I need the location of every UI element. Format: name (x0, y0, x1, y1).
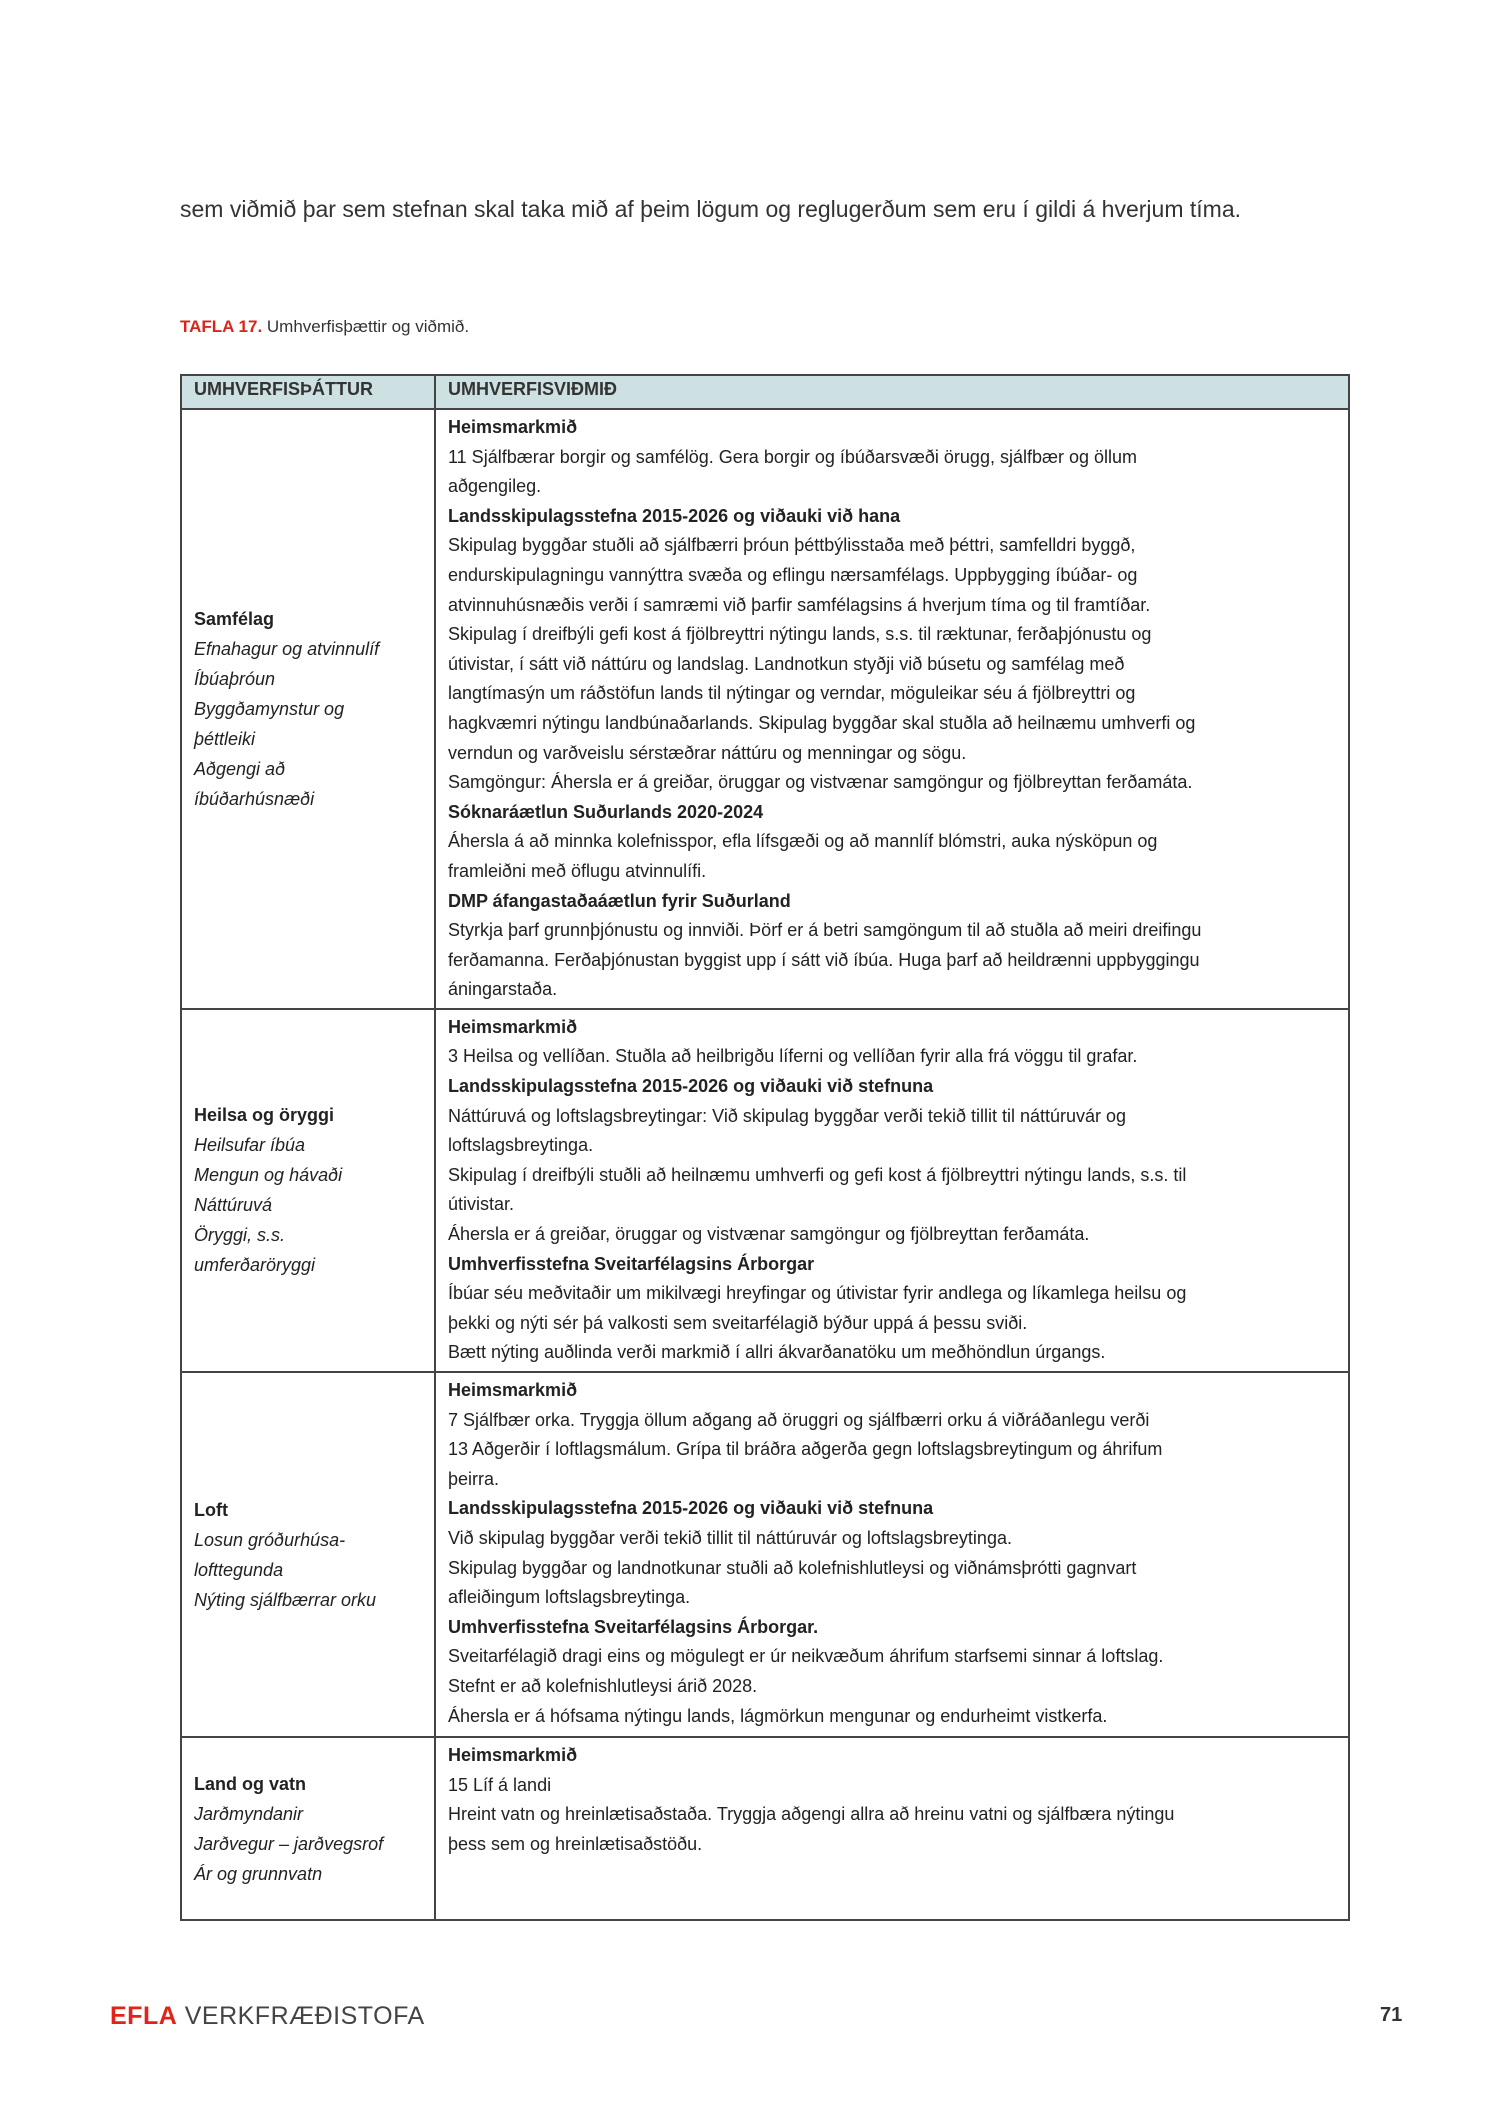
factor-cell (181, 409, 435, 1009)
criteria-line: Skipulag byggðar stuðli að sjálfbærri þróun þéttbýlisstaða með þéttri, samfelldri byggð, (448, 535, 1136, 556)
factor-subitem: Íbúaþróun (194, 668, 276, 689)
criteria-line: Við skipulag byggðar verði tekið tillit til náttúruvár og loftslagsbreytinga. (448, 1527, 1012, 1548)
factor-cell (181, 1009, 435, 1372)
factor-subitem: Losun gróðurhúsa- (194, 1529, 346, 1550)
criteria-line: Skipulag í dreifbýli stuðli að heilnæmu umhverfi og gefi kost á fjölbreyttri nýtingu lands, s.s. til (448, 1164, 1187, 1185)
criteria-line: áningarstaða. (448, 979, 558, 1000)
factor-subitem: Byggðamynstur og (194, 698, 345, 719)
criteria-line: 7 Sjálfbær orka. Tryggja öllum aðgang að öruggri og sjálfbærri orku á viðráðanlegu verði (448, 1409, 1150, 1430)
criteria-heading: Heimsmarkmið (448, 1016, 578, 1037)
criteria-line: þekki og nýti sér þá valkosti sem sveitarfélagið býður uppá á þessu sviði. (448, 1312, 1028, 1333)
criteria-line: afleiðingum loftslagsbreytinga. (448, 1587, 691, 1608)
criteria-line: Samgöngur: Áhersla er á greiðar, öruggar og vistvænar samgöngur og fjölbreyttan ferðamáta. (448, 772, 1193, 793)
factor-subitem: Efnahagur og atvinnulíf (194, 638, 380, 659)
criteria-line: Áhersla er á hófsama nýtingu lands, lágmörkun mengunar og endurheimt vistkerfa. (448, 1705, 1108, 1726)
criteria-line: Styrkja þarf grunnþjónustu og innviði. Þörf er á betri samgöngum til að stuðla að meiri dreifingu (448, 920, 1202, 941)
factor-subitem: Náttúruvá (194, 1195, 273, 1216)
criteria-line: Áhersla er á greiðar, öruggar og vistvænar samgöngur og fjölbreyttan ferðamáta. (448, 1224, 1090, 1245)
factor-subitem: Ár og grunnvatn (194, 1863, 323, 1884)
factor-title: Samfélag (194, 608, 275, 629)
header-factor: UMHVERFISÞÁTTUR (181, 375, 435, 409)
caption-label: TAFLA 17. (180, 317, 263, 336)
criteria-heading: Sóknaráætlun Suðurlands 2020-2024 (448, 801, 764, 822)
table-caption (180, 317, 469, 337)
criteria-line: ferðamanna. Ferðaþjónustan byggist upp í sátt við íbúa. Huga þarf að heildrænni uppbyggingu (448, 949, 1200, 970)
caption-text: Umhverfisþættir og viðmið. (262, 317, 470, 336)
criteria-line: atvinnuhúsnæðis verði í samræmi við þarfir samfélagsins á hverjum tíma og til framtíðar. (448, 594, 1151, 615)
environment-factors-table (180, 374, 1350, 1921)
criteria-line: Hreint vatn og hreinlætisaðstaða. Tryggja aðgengi allra að hreinu vatni og sjálfbæra nýtingu (448, 1804, 1175, 1825)
criteria-cell (435, 1009, 1349, 1372)
logo-text: VERKFRÆÐISTOFA (177, 2002, 425, 2030)
table-row (181, 409, 1349, 1009)
criteria-line: Skipulag byggðar og landnotkunar stuðli að kolefnishlutleysi og viðnámsþrótti gagnvart (448, 1557, 1137, 1578)
criteria-heading: Heimsmarkmið (448, 417, 578, 437)
table-row (181, 1737, 1349, 1920)
criteria-line: framleiðni með öflugu atvinnulífi. (448, 860, 707, 881)
factor-subitem: Öryggi, s.s. (194, 1225, 286, 1246)
criteria-line: langtímasýn um ráðstöfun lands til nýtingar og verndar, möguleikar séu á fjölbreyttri og (448, 683, 1136, 704)
criteria-line: aðgengileg. (448, 476, 542, 497)
criteria-line: þess sem og hreinlætisaðstöðu. (448, 1833, 703, 1854)
criteria-line: útivistar. (448, 1194, 515, 1215)
criteria-heading: Umhverfisstefna Sveitarfélagsins Árborgar. (448, 1616, 819, 1637)
criteria-line: 13 Aðgerðir í loftlagsmálum. Grípa til bráðra aðgerða gegn loftslagsbreytingum og áhrifum (448, 1439, 1163, 1460)
criteria-heading: Heimsmarkmið (448, 1380, 578, 1400)
header-criteria: UMHVERFISVIÐMIÐ (435, 375, 1349, 409)
logo-brand: EFLA (110, 2002, 178, 2030)
factor-cell (181, 1737, 435, 1920)
factor-subitem: Mengun og hávaði (194, 1165, 343, 1186)
factor-subitem: lofttegunda (194, 1559, 284, 1580)
factor-subitem: Jarðmyndanir (194, 1803, 304, 1824)
criteria-heading: Landsskipulagsstefna 2015-2026 og viðauki við stefnuna (448, 1498, 934, 1519)
criteria-heading: DMP áfangastaðaáætlun fyrir Suðurland (448, 890, 791, 911)
criteria-line: Skipulag í dreifbýli gefi kost á fjölbreyttri nýtingu lands, s.s. til ræktunar, ferðaþjónustu og (448, 624, 1152, 645)
criteria-cell (435, 1372, 1349, 1737)
criteria-line: Stefnt er að kolefnishlutleysi árið 2028. (448, 1675, 758, 1696)
factor-subitem: þéttleiki (194, 728, 256, 749)
page-number: 71 (1380, 2004, 1403, 2026)
criteria-line: endurskipulagningu vannýttra svæða og eflingu nærsamfélags. Uppbygging íbúðar- og (448, 564, 1138, 585)
criteria-line: Íbúar séu meðvitaðir um mikilvægi hreyfingar og útivistar fyrir andlega og líkamlega heilsu og (448, 1283, 1187, 1304)
criteria-heading: Landsskipulagsstefna 2015-2026 og viðauki við hana (448, 505, 901, 526)
factor-cell (181, 1372, 435, 1737)
factor-title: Loft (194, 1499, 228, 1520)
criteria-line: Sveitarfélagið dragi eins og mögulegt er úr neikvæðum áhrifum starfsemi sinnar á loftslag. (448, 1646, 1164, 1667)
factor-subitem: Heilsufar íbúa (194, 1135, 306, 1156)
criteria-heading: Landsskipulagsstefna 2015-2026 og viðauki við stefnuna (448, 1076, 934, 1097)
criteria-line: útivistar, í sátt við náttúru og landslag. Landnotkun styðji við búsetu og samfélag með (448, 653, 1125, 674)
criteria-line: 15 Líf á landi (448, 1774, 552, 1795)
criteria-line: 3 Heilsa og vellíðan. Stuðla að heilbrigðu líferni og vellíðan fyrir alla frá vöggu til grafar. (448, 1046, 1138, 1067)
factor-title: Heilsa og öryggi (194, 1105, 335, 1126)
criteria-cell (435, 409, 1349, 1009)
criteria-cell (435, 1737, 1349, 1920)
factor-subitem: Nýting sjálfbærrar orku (194, 1589, 377, 1610)
criteria-line: 11 Sjálfbærar borgir og samfélög. Gera borgir og íbúðarsvæði örugg, sjálfbær og öllum (448, 446, 1138, 467)
criteria-line: verndun og varðveislu sérstæðrar náttúru og menningar og sögu. (448, 742, 967, 763)
criteria-line: loftslagsbreytinga. (448, 1135, 594, 1156)
factor-title: Land og vatn (194, 1773, 306, 1794)
criteria-heading: Umhverfisstefna Sveitarfélagsins Árborgar (448, 1253, 815, 1274)
table-row (181, 1009, 1349, 1372)
efla-logo (110, 2002, 425, 2031)
criteria-line: þeirra. (448, 1468, 500, 1489)
factor-subitem: íbúðarhúsnæði (194, 788, 315, 809)
criteria-line: Bætt nýting auðlinda verði markmið í allri ákvarðanatöku um meðhöndlun úrgangs. (448, 1342, 1106, 1363)
criteria-heading: Heimsmarkmið (448, 1745, 578, 1765)
table-header-row (181, 375, 1349, 409)
table-row (181, 1372, 1349, 1737)
factor-subitem: Jarðvegur – jarðvegsrof (194, 1833, 384, 1854)
criteria-line: Náttúruvá og loftslagsbreytingar: Við skipulag byggðar verði tekið tillit til náttúruvár og (448, 1105, 1127, 1126)
intro-paragraph: sem viðmið þar sem stefnan skal taka mið af þeim lögum og reglugerðum sem eru í gildi á hverjum tíma. (180, 196, 1241, 222)
factor-subitem: Aðgengi að (194, 758, 286, 779)
criteria-line: Áhersla á að minnka kolefnisspor, efla lífsgæði og að mannlíf blómstri, auka nýsköpun og (448, 831, 1158, 852)
factor-subitem: umferðaröryggi (194, 1255, 316, 1276)
criteria-line: hagkvæmri nýtingu landbúnaðarlands. Skipulag byggðar skal stuðla að heilnæmu umhverfi og (448, 712, 1196, 733)
